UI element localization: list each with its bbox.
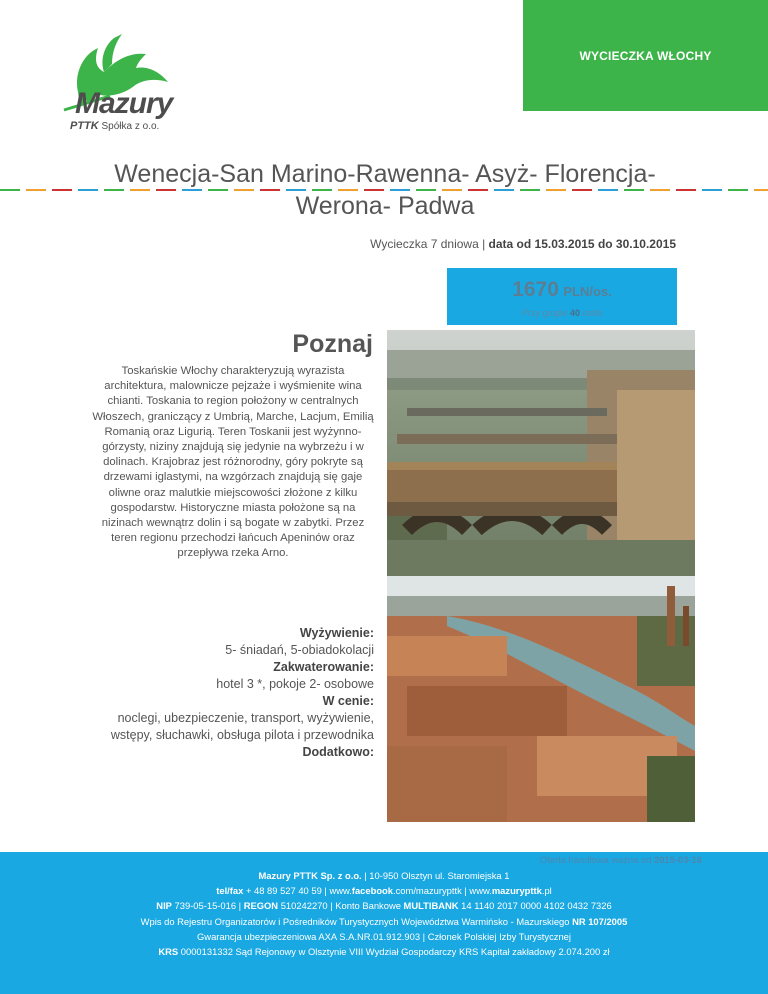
footer-contact: tel/fax + 48 89 527 40 59 | www.facebook.com/mazurypttk | www.mazurypttk.pl <box>216 885 552 897</box>
price-value: 1670 PLN/os. <box>512 278 612 301</box>
ponte-vecchio-photo <box>387 330 695 576</box>
food-value: 5- śniadań, 5-obiadokolacji <box>225 643 374 657</box>
additional-label: Dodatkowo: <box>302 745 374 759</box>
accommodation-label: Zakwaterowanie: <box>273 660 374 674</box>
logo-subtitle: PTTK Spółka z o.o. <box>70 120 160 132</box>
price-box <box>447 268 677 325</box>
price-group-note: Przy grupie 40 osób <box>521 308 603 318</box>
badge-label: WYCIECZKA WŁOCHY <box>579 48 712 63</box>
offer-validity: Oferta handlowa ważna od 2015-03-16 <box>539 854 702 865</box>
footer <box>0 852 768 994</box>
footer-krs: KRS 0000131332 Sąd Rejonowy w Olsztynie VIII Wydział Gospodarczy KRS Kapitał zakładowy 2.074.200 zł <box>158 946 610 958</box>
trip-details <box>84 625 374 761</box>
accommodation-value: hotel 3 *, pokoje 2- osobowe <box>216 677 374 691</box>
title-line-1: Wenecja-San Marino-Rawenna- Asyż- Florencja- <box>114 160 656 188</box>
footer-registry: Wpis do Rejestru Organizatorów i Pośredników Turystycznych Województwa Warmińsko - Mazurskiego NR 107/2005 <box>140 915 628 927</box>
logo-wordmark: Mazury <box>75 87 173 120</box>
tuscany-description: Toskańskie Włochy charakteryzują wyrazista architektura, malownicze pejzaże i wyśmienite wina chianti. Toskania to region położony w centralnych Włoszech, graniczący z Umbrią, Marche, Lacjum, Emilią Romanią oraz Ligurią. Teren Toskanii jest wyżynno-górzysty, niziny znajdują się jedynie na wybrzeżu i w dolinach. Krajobraz jest różnorodny, góry pokryte są drzewami iglastymi, na wzgórzach znajdują się gaje oliwne oraz malutkie miejscowości złożone z kilku gospodarstw. Historyczne miasta położone są na nizinach wewnątrz dolin i są bogate w zabytki. Przez teren regionu przechodzi łańcuch Apeninów oraz przepływa rzeka Arno. <box>92 365 374 560</box>
trip-category-badge <box>523 0 768 111</box>
footer-registration-numbers: NIP 739-05-15-016 | REGON 510242270 | Konto Bankowe MULTIBANK 14 1140 2017 0000 4102 0432 7326 <box>156 900 612 912</box>
food-label: Wyżywienie: <box>299 626 374 640</box>
section-heading: Poznaj <box>292 330 373 358</box>
price-includes-label: W cenie: <box>322 694 374 708</box>
verona-panorama-photo <box>387 576 695 822</box>
footer-insurance: Gwarancja ubezpieczeniowa AXA S.A.NR.01.912.903 | Członek Polskiej Izby Turystycznej <box>197 930 571 942</box>
decorative-dashed-divider <box>0 189 768 191</box>
footer-company: Mazury PTTK Sp. z o.o. | 10-950 Olsztyn ul. Staromiejska 1 <box>258 870 510 881</box>
trip-duration-dates: Wycieczka 7 dniowa | data od 15.03.2015 do 30.10.2015 <box>370 237 676 251</box>
price-includes-value: noclegi, ubezpieczenie, transport, wyżywienie, wstępy, słuchawki, obsługa pilota i przewodnika <box>110 711 374 742</box>
title-line-2: Werona- Padwa <box>295 192 475 220</box>
